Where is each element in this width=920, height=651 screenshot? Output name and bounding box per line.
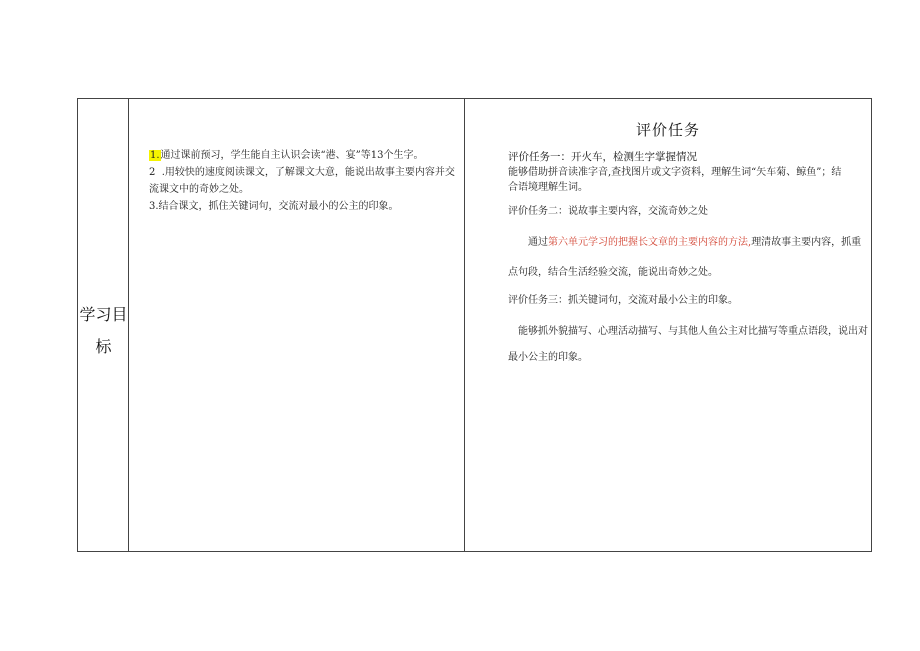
goal-2-number: 2	[149, 167, 156, 178]
goal-item-3: 3.结合课文，抓住关键词句，交流对最小的公主的印象。	[149, 201, 399, 212]
task3-heading: 评价任务三：抓关键词句，交流对最小公主的印象。	[508, 295, 738, 306]
task1-heading: 评价任务一：开火车，检测生字掌握情况	[508, 151, 697, 163]
label-column	[78, 99, 129, 551]
evaluation-title: 评价任务	[635, 121, 700, 139]
goals-column	[129, 99, 465, 551]
evaluation-body	[508, 149, 870, 371]
goal-item-1	[149, 147, 461, 164]
goal-item-2	[149, 164, 461, 198]
task2-desc-prefix: 通过	[528, 237, 548, 248]
learning-goals-list	[149, 147, 461, 215]
task3-description: 能够抓外貌描写、心理活动描写、与其他人鱼公主对比描写等重点语段，说出对最小公主的印象。	[508, 326, 868, 363]
row-label-learning-goals: 学习目标	[79, 305, 128, 356]
goal-1-number-highlight: 1.	[150, 150, 160, 161]
lesson-table	[77, 98, 872, 552]
task2-desc-suffix: 理清故事主要内容，抓重点句段，结合生活经验交流，能说出奇妙之处。	[508, 237, 862, 278]
goal-1-text: 通过课前预习，学生能自主认识会读“港、宴”等13个生字。	[160, 150, 424, 161]
goal-2-text: .用较快的速度阅读课文，了解课文大意，能说出故事主要内容并交流课文中的奇妙之处。	[149, 167, 455, 195]
task2-description	[508, 228, 870, 288]
evaluation-column	[465, 99, 871, 551]
task2-desc-red: 第六单元学习的把握长文章的主要内容的方法,	[548, 237, 752, 248]
task2-heading: 评价任务二：说故事主要内容，交流奇妙之处	[508, 206, 708, 217]
task1-description: 能够借助拼音读准字音,查找图片或文字资料，理解生词“矢车菊、鲸鱼”；结合语境理解生词。	[508, 167, 842, 193]
